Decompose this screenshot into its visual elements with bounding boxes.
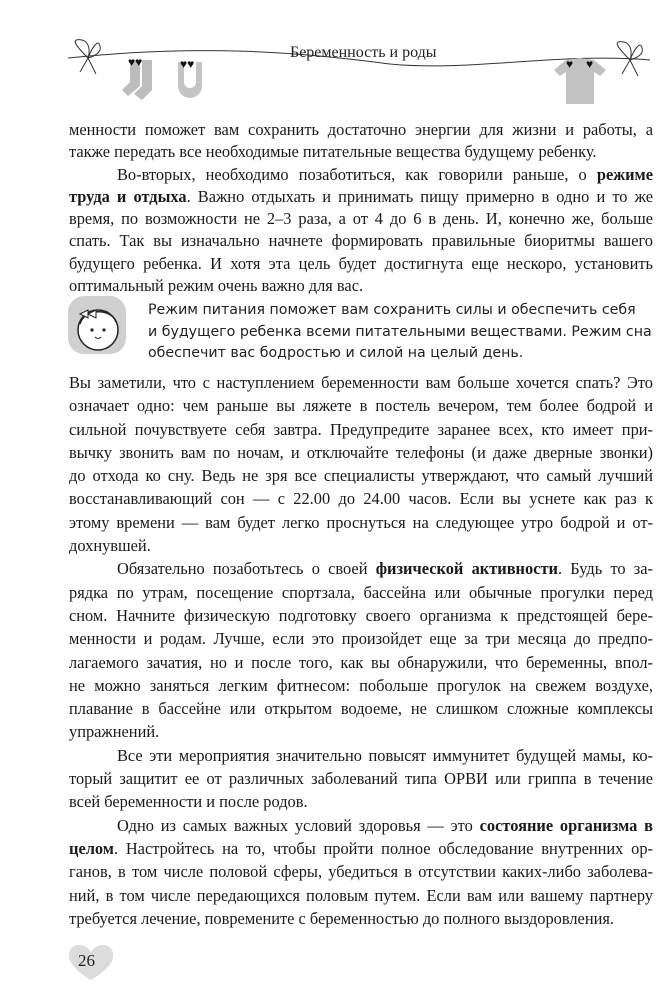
text-line xyxy=(69,511,653,534)
text-segment: Одно из самых важных условий здоровья — это xyxy=(117,815,480,835)
text-segment: менности и родам. Лучше, если это произойдет еще за три месяца до предпо- xyxy=(69,629,653,649)
text-segment: ганов, в том числе половой сферы, убедиться в отсутствии каких-либо заболева- xyxy=(69,862,653,882)
text-segment: лагаемого зачатия, но и после того, как вы обнаружили, что беременны, впол- xyxy=(69,652,653,672)
text-line xyxy=(69,604,653,627)
text-segment: означает одно: чем раньше вы ляжете в постель вечером, тем более бодрой и xyxy=(69,396,653,416)
text-line xyxy=(69,275,653,297)
text-line xyxy=(69,418,653,441)
text-segment: также передать все необходимые питательные вещества будущему ребенку. xyxy=(69,142,597,162)
text-segment: до отхода ко сну. Ведь не зря все специалисты утверждают, что самый лучший xyxy=(69,466,653,486)
bold-phrase: целом xyxy=(69,838,114,858)
text-line xyxy=(69,186,653,208)
text-block-2 xyxy=(69,371,653,930)
text-segment: . Настройтесь на то, чтобы пройти полное обследование внутренних ор- xyxy=(113,838,653,858)
text-segment: оптимальный режим очень важно для вас. xyxy=(69,276,364,296)
text-line xyxy=(69,720,653,743)
text-segment: дохнувшей. xyxy=(69,536,151,556)
text-segment: вычку звонить вам по ночам, и отключайте телефоны (и даже дверные звонки) xyxy=(69,442,653,462)
text-line xyxy=(69,581,653,604)
text-line xyxy=(69,164,653,186)
text-segment: восстанавливающий сон — с 22.00 до 24.00 часов. Если вы уснете как раз к xyxy=(69,489,653,509)
text-segment: всей беременности и после родов. xyxy=(69,792,308,812)
text-line xyxy=(69,534,653,557)
text-segment: время, по возможности не 2–3 раза, а от 4 до 6 в день. И, конечно же, больше xyxy=(69,209,653,229)
bold-phrase: режиме xyxy=(596,164,653,184)
text-segment: . Будь то за- xyxy=(557,559,653,579)
text-segment: . Важно отдыхать и принимать пищу примерно в одно и то же xyxy=(186,186,653,206)
text-segment: не можно заняться легким фитнесом: побольше прогулок на свежем воздухе, xyxy=(69,675,653,695)
text-line xyxy=(69,884,653,907)
text-line xyxy=(69,441,653,464)
text-segment: сильной почувствуете себя завтра. Предупредите заранее всех, кто имеет при- xyxy=(69,419,653,439)
bold-phrase: физической активности xyxy=(375,559,558,579)
text-segment: Вы заметили, что с наступлением беременности вам больше хочется спать? Это xyxy=(69,373,653,392)
text-line xyxy=(69,860,653,883)
text-line xyxy=(69,208,653,230)
svg-text:♥: ♥ xyxy=(586,57,594,71)
text-segment: плавание в бассейне или открытом водоеме, не слишком сложные комплексы xyxy=(69,699,653,719)
text-line xyxy=(69,394,653,417)
text-segment: Все эти мероприятия значительно повысят иммунитет будущей мамы, ко- xyxy=(117,745,653,765)
bold-phrase: состояние организма в xyxy=(479,815,654,835)
text-line xyxy=(69,141,653,163)
text-segment: будущего ребенка. И хотя эта цель будет достигнута еще нескоро, установить xyxy=(69,253,653,273)
text-segment: рядка по утрам, посещение спортзала, бассейна или обычные прогулки перед xyxy=(69,582,653,602)
text-line xyxy=(69,767,653,790)
text-line xyxy=(69,557,653,580)
text-line xyxy=(69,253,653,275)
callout-line: Режим питания поможет вам сохранить силы и обеспечить себя xyxy=(148,302,636,318)
text-line xyxy=(69,487,653,510)
text-segment: этому времени — вам будет легко проснуться на следующее утро бодрой и от- xyxy=(69,512,653,532)
svg-text:♥: ♥ xyxy=(566,57,574,71)
text-line xyxy=(69,651,653,674)
text-segment: Во-вторых, необходимо позаботиться, как говорили раньше, о xyxy=(117,164,597,184)
text-line xyxy=(69,627,653,650)
text-line xyxy=(69,837,653,860)
text-line xyxy=(69,371,653,394)
text-line xyxy=(69,230,653,252)
text-line xyxy=(69,790,653,813)
text-segment: ний, в том числе передающихся половым путем. Если вам или вашему партнеру xyxy=(69,885,653,905)
callout-line: и будущего ребенка всеми питательными веществами. Режим сна xyxy=(148,323,652,340)
text-segment: спать. Так вы изначально начнете формировать правильные биоритмы вашего xyxy=(69,231,653,251)
svg-text:♥♥: ♥♥ xyxy=(180,57,195,71)
page-number xyxy=(66,942,116,982)
text-segment: требуется лечение, повремените с беременностью до полного выздоровления. xyxy=(69,908,614,928)
text-segment: торый защитит ее от различных заболеваний типа ОРВИ или гриппа в течение xyxy=(69,769,653,789)
header-title: Беременность и роды xyxy=(290,44,437,61)
callout-line: обеспечит вас бодростью и силой на целый день. xyxy=(148,345,524,361)
text-segment: сном. Начните физическую подготовку своего организма к предстоящей бере- xyxy=(69,605,653,625)
text-line xyxy=(69,744,653,767)
text-segment: менности поможет вам сохранить достаточно энергии для жизни и работы, а xyxy=(69,120,653,139)
svg-text:♥♥: ♥♥ xyxy=(128,55,143,69)
text-line xyxy=(69,907,653,930)
text-block-1 xyxy=(69,119,653,297)
bold-phrase: труда и отдыха xyxy=(69,186,187,206)
text-line xyxy=(69,697,653,720)
girl-face-icon xyxy=(66,292,128,358)
text-line xyxy=(69,119,653,141)
shirt-icon xyxy=(554,58,606,104)
text-line xyxy=(69,814,653,837)
page-number-text: 26 xyxy=(78,951,95,970)
text-segment: упражнений. xyxy=(69,722,160,742)
running-header xyxy=(0,0,666,110)
tip-callout xyxy=(148,300,652,365)
text-segment: Обязательно позаботьтесь о своей xyxy=(117,559,376,579)
text-line xyxy=(69,674,653,697)
text-line xyxy=(69,464,653,487)
